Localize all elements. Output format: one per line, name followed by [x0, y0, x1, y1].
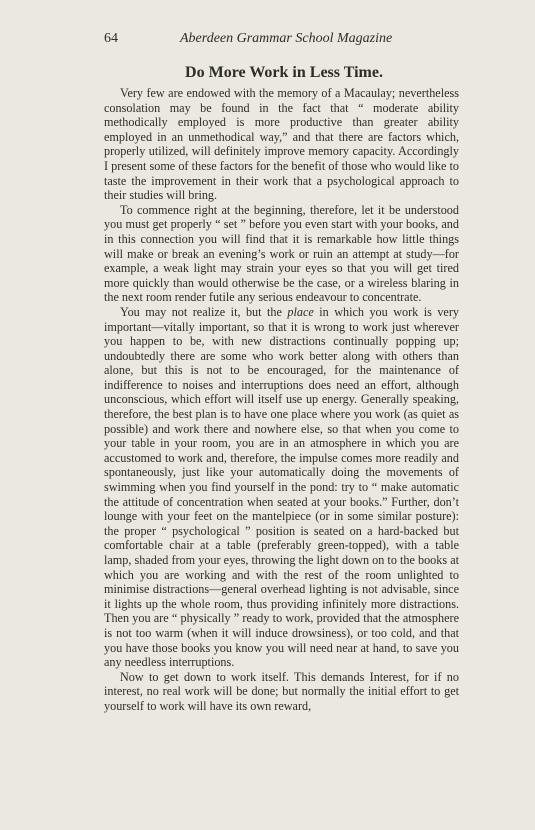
article-title: Do More Work in Less Time. — [185, 64, 383, 81]
paragraph: To commence right at the beginning, therefore, let it be understood you must get properly “ set ” before you even start with your books, and in this connection you will find that it is remarkable how little things will make or break an evening’s work or ruin an attempt at study—for example, a weak light may strain your eyes so that you will get tired more quickly than would otherwise be the case, or a wireless blaring in the next room render futile any serious endeavour to concentrate. — [104, 202, 459, 305]
emphasis-text: place — [287, 304, 314, 319]
running-title: Aberdeen Grammar School Magazine — [180, 31, 393, 46]
article-body — [104, 86, 459, 714]
paragraph: Now to get down to work itself. This demands Interest, for if no interest, no real work will be done; but normally the initial effort to get yourself to work will have its own reward, — [104, 669, 459, 713]
paragraph: You may not realize it, but the place in which you work is very important—vitally important, so that it is wrong to work just wherever you happen to be, with new distractions continually popping up; undoubtedly there are some who work better along with others than alone, but this is not to be encouraged, for the maintenance of indifference to noises and interruptions does need an effort, although unconscious, which effort will itself use up energy. Generally speaking, therefore, the best plan is to have one place where you work (as quiet as possible) and work there and nowhere else, so that when you come to your table in your room, you are in an atmosphere in which you are accustomed to work and, therefore, the impulse comes more readily and spontaneously, just like your automatically doing the movements of swimming when you find yourself in the pond: try to “ make automatic the attitude of concentration when seated at your books.” Further, don’t lounge with your feet on the mantelpiece (or in some similar posture): the proper “ psychological ” position is seated on a hard-backed but comfortable chair at a table (preferably green-topped), with a table lamp, shaded from your eyes, throwing the light down on to the books at which you are working and with the rest of the room unlighted to minimise distractions—general overhead lighting is not advisable, since it lights up the whole room, thus providing infinitely more distractions. Then you are “ physically ” ready to work, provided that the atmosphere is not too warm (when it will induce drowsiness), or too cold, and that you have those books you know you will need near at hand, to save you any needless interruptions. — [104, 304, 459, 670]
paragraph: Very few are endowed with the memory of a Macaulay; nevertheless consolation may be found in the fact that “ moderate ability methodically employed is more productive than greater ability employed in an unmethodical way,” and that there are factors which, properly utilized, will definitely improve memory capacity. Accordingly I present some of these factors for the benefit of those who would like to taste the improvement in their work that a psychological approach to their studies will bring. — [104, 86, 459, 203]
page-number: 64 — [104, 31, 118, 46]
